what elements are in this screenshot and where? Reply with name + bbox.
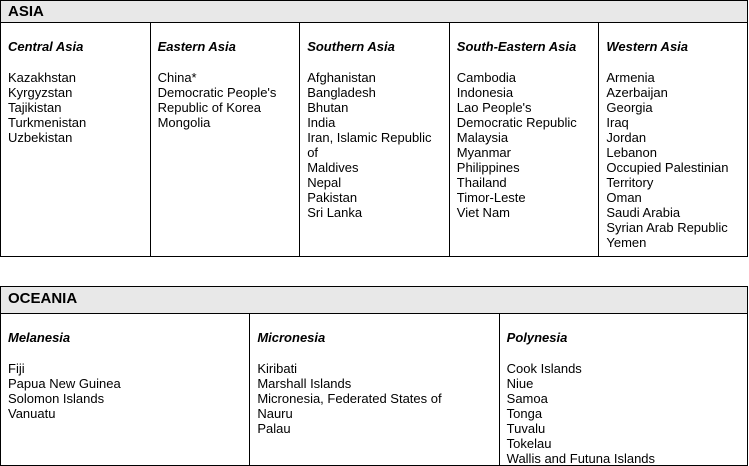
subregion-title: Polynesia <box>506 330 568 345</box>
country-name: Iraq <box>606 115 629 130</box>
country-list <box>507 361 740 466</box>
country-name: Yemen <box>606 235 647 250</box>
country-name: Cook Islands <box>506 361 582 376</box>
country-name: Vanuatu <box>8 406 56 421</box>
country-name: Kiribati <box>257 361 298 376</box>
subregion-title: Melanesia <box>8 330 71 345</box>
country-name: Maldives <box>307 160 359 175</box>
country-name: Viet Nam <box>456 205 511 220</box>
subregion-title: Western Asia <box>606 39 689 54</box>
country-name: Afghanistan <box>307 70 376 85</box>
country-name: Palau <box>257 421 291 436</box>
country-name: Timor-Leste <box>456 190 526 205</box>
country-name: Bhutan <box>307 100 349 115</box>
subregion-eastern-asia <box>151 23 301 256</box>
subregion-central-asia <box>1 23 151 256</box>
country-name: Fiji <box>8 361 25 376</box>
country-list <box>8 361 242 421</box>
country-name: Sri Lanka <box>307 205 363 220</box>
country-name: Lao People's <box>456 100 532 115</box>
asia-header: ASIA <box>0 0 748 23</box>
country-name: Lebanon <box>606 145 657 160</box>
country-name: Pakistan <box>307 190 358 205</box>
country-name: Tonga <box>506 406 543 421</box>
country-list <box>457 70 592 220</box>
country-name: Jordan <box>606 130 647 145</box>
country-name: Democratic Republic <box>456 115 577 130</box>
country-name: Thailand <box>456 175 507 190</box>
asia-subregions <box>0 23 748 257</box>
country-name: Uzbekistan <box>8 130 73 145</box>
country-name: Marshall Islands <box>257 376 352 391</box>
country-name: Armenia <box>606 70 655 85</box>
oceania-header: OCEANIA <box>0 286 748 314</box>
country-name: Republic of Korea <box>157 100 261 115</box>
subregion-title: Central Asia <box>8 39 84 54</box>
country-list <box>8 70 143 145</box>
country-name: Tuvalu <box>506 421 546 436</box>
country-name: Myanmar <box>456 145 511 160</box>
country-name: Nauru <box>257 406 293 421</box>
subregion-polynesia <box>500 314 747 465</box>
country-name: Tokelau <box>506 436 552 451</box>
subregion-title: Eastern Asia <box>157 39 236 54</box>
country-name: Bangladesh <box>307 85 376 100</box>
country-name: Kazakhstan <box>8 70 76 85</box>
subregion-title: South-Eastern Asia <box>456 39 577 54</box>
country-name: Solomon Islands <box>8 391 105 406</box>
oceania-subregions <box>0 314 748 466</box>
subregion-southern-asia <box>300 23 450 256</box>
country-name: of <box>307 145 319 160</box>
country-name: Cambodia <box>456 70 517 85</box>
country-name: Syrian Arab Republic <box>606 220 728 235</box>
country-name: Tajikistan <box>8 100 62 115</box>
country-name: Indonesia <box>456 85 514 100</box>
country-name: Occupied Palestinian <box>606 160 729 175</box>
country-name: Saudi Arabia <box>606 205 681 220</box>
country-name: Iran, Islamic Republic <box>307 130 432 145</box>
country-name: Philippines <box>456 160 520 175</box>
subregion-south-eastern-asia <box>450 23 600 256</box>
country-list <box>307 70 442 220</box>
country-list <box>257 361 491 436</box>
country-name: Papua New Guinea <box>8 376 121 391</box>
country-name: Territory <box>606 175 654 190</box>
country-name: Wallis and Futuna Islands <box>506 451 656 466</box>
subregion-title: Southern Asia <box>307 39 395 54</box>
country-name: China* <box>157 70 197 85</box>
subregion-melanesia <box>1 314 250 465</box>
country-name: Oman <box>606 190 642 205</box>
oceania-region <box>0 286 748 466</box>
country-name: India <box>307 115 336 130</box>
subregion-title: Micronesia <box>257 330 326 345</box>
country-name: Georgia <box>606 100 653 115</box>
subregion-micronesia <box>250 314 499 465</box>
country-list <box>606 70 740 250</box>
country-name: Micronesia, Federated States of <box>257 391 442 406</box>
country-name: Turkmenistan <box>8 115 87 130</box>
subregion-western-asia <box>599 23 747 256</box>
country-name: Azerbaijan <box>606 85 668 100</box>
country-name: Samoa <box>506 391 548 406</box>
country-list <box>158 70 293 130</box>
country-name: Mongolia <box>157 115 211 130</box>
country-name: Malaysia <box>456 130 509 145</box>
country-name: Niue <box>506 376 534 391</box>
country-name: Nepal <box>307 175 342 190</box>
country-name: Kyrgyzstan <box>8 85 73 100</box>
country-name: Democratic People's <box>157 85 277 100</box>
